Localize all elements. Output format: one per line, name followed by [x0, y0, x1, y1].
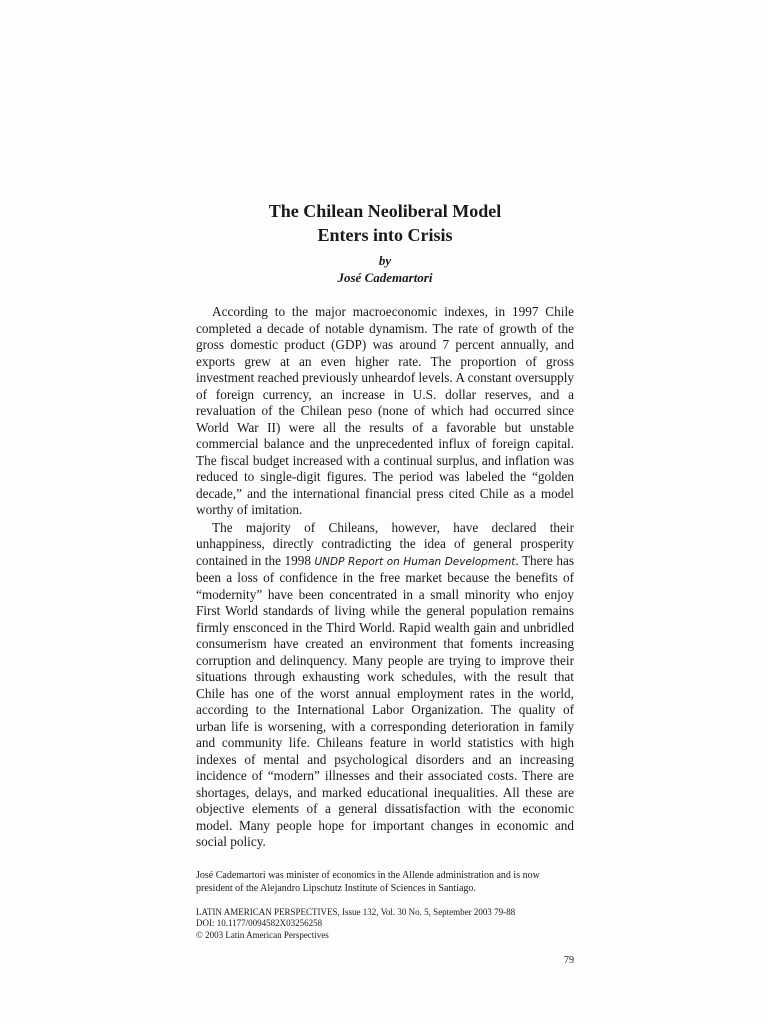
byline	[196, 252, 574, 286]
title-line-2: Enters into Crisis	[317, 225, 453, 245]
author-footnote	[196, 869, 574, 895]
article-page	[196, 199, 574, 966]
article-title	[196, 199, 574, 247]
page-number: 79	[564, 955, 574, 966]
title-line-1: The Chilean Neoliberal Model	[268, 201, 502, 221]
journal-line: LATIN AMERICAN PERSPECTIVES, Issue 132, Vol. 30 No. 5, September 2003 79-88	[196, 906, 516, 917]
author-note: José Cademartori was minister of economics in the Allende administration and is now president of the Alejandro Lipschutz Institute of Sciences in Santiago.	[196, 869, 540, 894]
paragraph-2-start: The majority of Chileans, however, have declared their unhappiness, directly contradicting the idea of general prosperity contained in the 1998	[196, 519, 574, 568]
article-body	[196, 304, 574, 851]
doi-line: DOI: 10.1177/0094582X03256258	[196, 918, 323, 928]
paragraph-2-end: . There has been a loss of confidence in the free market because the benefits of “modernity” have been concentrated in a small minority who enjoy First World standards of living while the general population remains firmly ensconced in the Third World. Rapid wealth gain and unbridled consumerism have created an environment that foments increasing corruption and delinquency. Many people are trying to improve their situations through exhausting work schedules, with the result that Chile has one of the worst annual employment rates in the world, according to the International Labor Organization. The quality of urban life is worsening, with a corresponding deterioration in family and community life. Chileans feature in world statistics with high indexes of mental and psychological disorders and an increasing incidence of “modern” illnesses and their associated costs. There are shortages, delays, and marked educational inequalities. All these are objective elements of a general dissatisfaction with the economic model. Many people hope for important changes in economic and social policy.	[196, 552, 575, 849]
author-name: José Cademartori	[337, 270, 433, 285]
publication-info	[196, 907, 574, 942]
report-title: UNDP Report on Human Development	[314, 555, 516, 568]
paragraph-1: According to the major macroeconomic indexes, in 1997 Chile completed a decade of notable dynamism. The rate of growth of the gross domestic product (GDP) was around 7 percent annually, and exports grew at an even higher rate. The proportion of gross investment reached previously unheardof levels. A constant oversupply of foreign currency, an increase in U.S. dollar reserves, and a revaluation of the Chilean peso (none of which had occurred since World War II) were all the results of a favorable but unstable commercial balance and the unprecedented influx of foreign capital. The fiscal budget increased with a continual surplus, and inflation was reduced to single-digit figures. The period was labeled the “golden decade,” and the international financial press cited Chile as a model worthy of imitation.	[196, 304, 574, 517]
paragraph-2	[196, 520, 574, 851]
copyright-line: © 2003 Latin American Perspectives	[196, 929, 329, 940]
by-label: by	[378, 253, 392, 268]
